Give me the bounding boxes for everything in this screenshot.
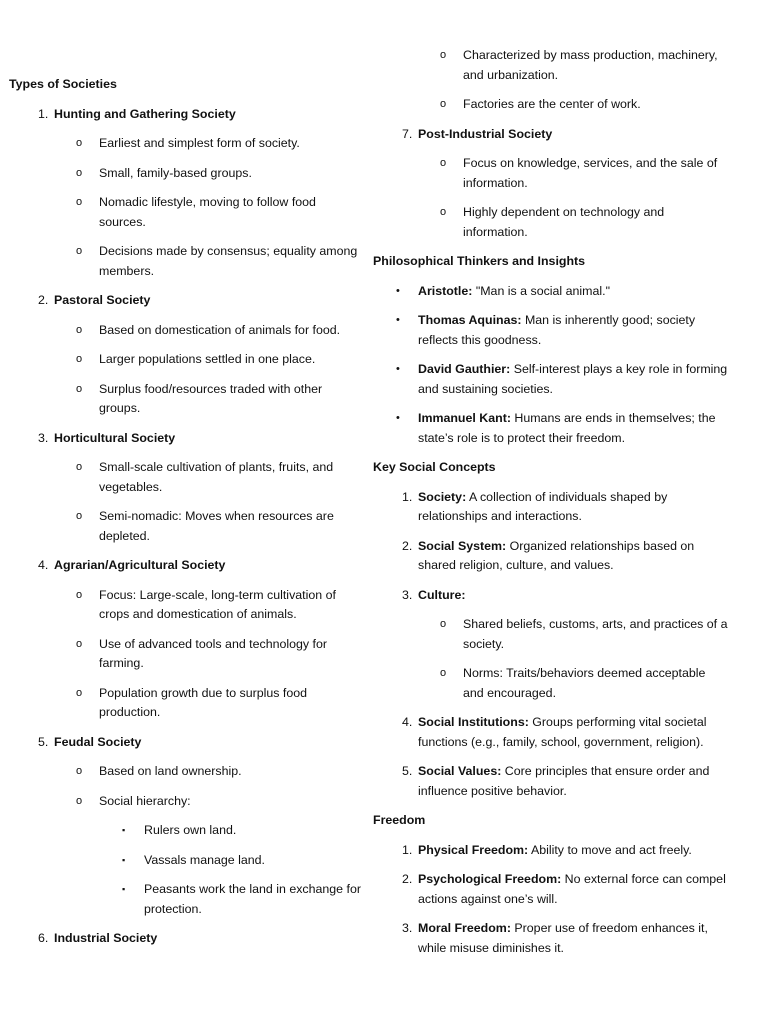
- society-item: [9, 291, 361, 311]
- thinker-name: Immanuel Kant:: [418, 411, 511, 425]
- list-item: o Based on land ownership.: [9, 762, 361, 782]
- sub-bullet: o: [76, 353, 83, 365]
- list-number: 3.: [402, 921, 413, 935]
- bullet: •: [396, 363, 400, 375]
- list-item: o Use of advanced tools and technology for farming.: [9, 635, 361, 674]
- sub-bullet: o: [76, 382, 83, 395]
- list-item: o Small, family-based groups.: [9, 164, 361, 184]
- sub-bullet: o: [440, 667, 447, 679]
- list-item: o Decisions made by consensus; equality among members.: [9, 242, 361, 281]
- list-item: ▪ Rulers own land.: [9, 821, 361, 841]
- list-number: 2.: [402, 872, 413, 886]
- sub-bullet: o: [76, 510, 83, 522]
- list-number: 2.: [402, 538, 413, 553]
- list-item: o Semi-nomadic: Moves when resources are depleted.: [9, 507, 361, 546]
- freedom-definition: Proper use of freedom enhances it, while misuse diminishes it.: [418, 921, 708, 955]
- list-number: 5.: [402, 764, 413, 778]
- list-number: 1.: [402, 842, 413, 857]
- list-item: ▪ Peasants work the land in exchange for protection.: [9, 880, 361, 919]
- concept-term: Social System:: [418, 538, 507, 553]
- left-column: [9, 75, 361, 959]
- concept-definition: Groups performing vital societal functions (e.g., family, school, government, religion).: [418, 715, 707, 749]
- concept-term: Social Values:: [418, 764, 502, 778]
- list-item: o Focus: Large-scale, long-term cultivation of crops and domestication of animals.: [9, 586, 361, 625]
- sub-bullet: o: [440, 618, 447, 630]
- concept-term: Culture:: [418, 587, 466, 602]
- list-number: 1.: [402, 489, 413, 504]
- thinker-name: Aristotle:: [418, 283, 473, 298]
- bullet: •: [396, 314, 400, 326]
- concepts-heading: Key Social Concepts: [373, 460, 496, 474]
- society-item: [9, 429, 361, 449]
- freedom-definition: Ability to move and act freely.: [528, 842, 692, 857]
- society-name: Agrarian/Agricultural Society: [54, 558, 226, 572]
- sub-bullet: o: [440, 49, 447, 61]
- list-item: o Small-scale cultivation of plants, fruits, and vegetables.: [9, 458, 361, 497]
- bullet: •: [396, 284, 400, 297]
- society-name: Industrial Society: [54, 931, 158, 945]
- sub-bullet: o: [76, 323, 83, 336]
- society-item: [9, 733, 361, 753]
- sub-bullet: o: [76, 765, 83, 777]
- sub-bullet: o: [76, 461, 83, 473]
- thinker-name: David Gauthier:: [418, 362, 511, 376]
- list-item: o Factories are the center of work.: [373, 95, 729, 115]
- concept-item: [373, 713, 729, 752]
- sub-bullet: o: [76, 588, 83, 601]
- society-item: [373, 125, 729, 145]
- list-item: o Social hierarchy:: [9, 792, 361, 812]
- sub-bullet: o: [440, 157, 447, 169]
- society-name: Hunting and Gathering Society: [54, 106, 236, 121]
- list-item: o Nomadic lifestyle, moving to follow food sources.: [9, 193, 361, 232]
- thinkers-heading: Philosophical Thinkers and Insights: [373, 254, 586, 268]
- society-item: [9, 929, 361, 949]
- thinker-item: [373, 311, 729, 350]
- sub-bullet: o: [76, 137, 83, 149]
- freedom-term: Psychological Freedom:: [418, 872, 562, 886]
- thinker-item: [373, 282, 729, 302]
- right-column: [373, 46, 729, 968]
- list-item: o Larger populations settled in one place.: [9, 350, 361, 370]
- sub-bullet: o: [76, 637, 83, 650]
- society-item: [9, 556, 361, 576]
- concept-item: [373, 537, 729, 576]
- sub-bullet: o: [76, 196, 83, 208]
- thinker-insight: Humans are ends in themselves; the state’s role is to protect their freedom.: [418, 411, 716, 445]
- freedom-term: Physical Freedom:: [418, 842, 529, 857]
- freedom-item: [373, 919, 729, 958]
- freedom-heading: Freedom: [373, 813, 426, 827]
- list-number: 7.: [402, 126, 413, 141]
- bullet: •: [396, 412, 400, 424]
- concept-term: Society:: [418, 489, 467, 504]
- list-number: 5.: [38, 734, 49, 749]
- list-number: 4.: [38, 558, 49, 572]
- concept-definition: Core principles that ensure order and influence positive behavior.: [418, 764, 710, 798]
- sub-bullet: o: [76, 245, 83, 257]
- list-item: o Focus on knowledge, services, and the sale of information.: [373, 154, 729, 193]
- list-number: 6.: [38, 931, 49, 945]
- freedom-item: [373, 841, 729, 861]
- sub-bullet: o: [76, 166, 83, 179]
- freedom-term: Moral Freedom:: [418, 921, 511, 935]
- concept-item: [373, 762, 729, 801]
- thinker-insight: Man is inherently good; society reflects this goodness.: [418, 313, 696, 347]
- concept-item: [373, 586, 729, 606]
- thinker-insight: Self-interest plays a key role in forming and sustaining societies.: [418, 362, 728, 396]
- society-name: Pastoral Society: [54, 293, 151, 307]
- society-item: [9, 105, 361, 125]
- list-item: ▪ Vassals manage land.: [9, 851, 361, 871]
- square-bullet: ▪: [122, 825, 126, 835]
- freedom-definition: No external force can compel actions against one’s will.: [418, 872, 726, 906]
- list-number: 4.: [402, 715, 413, 729]
- thinker-item: [373, 409, 729, 448]
- freedom-item: [373, 870, 729, 909]
- concept-definition: A collection of individuals shaped by relationships and interactions.: [418, 489, 668, 523]
- thinker-name: Thomas Aquinas:: [418, 313, 522, 327]
- list-item: o Shared beliefs, customs, arts, and practices of a society.: [373, 615, 729, 654]
- list-item: o Based on domestication of animals for food.: [9, 321, 361, 341]
- sub-bullet: o: [440, 206, 447, 218]
- society-name: Horticultural Society: [54, 430, 176, 445]
- list-item: o Norms: Traits/behaviors deemed acceptable and encouraged.: [373, 664, 729, 703]
- list-item: o Earliest and simplest form of society.: [9, 134, 361, 154]
- square-bullet: ▪: [122, 884, 126, 894]
- thinker-insight: "Man is a social animal.": [472, 283, 610, 298]
- list-item: o Population growth due to surplus food production.: [9, 684, 361, 723]
- society-name: Post-Industrial Society: [418, 126, 553, 141]
- sub-bullet: o: [440, 98, 447, 110]
- sub-bullet: o: [76, 794, 83, 807]
- list-number: 3.: [38, 430, 49, 445]
- sub-bullet: o: [76, 686, 83, 699]
- concept-definition: Organized relationships based on shared religion, culture, and values.: [418, 538, 695, 572]
- list-number: 1.: [38, 106, 49, 121]
- list-item: o Characterized by mass production, machinery, and urbanization.: [373, 46, 729, 85]
- concept-item: [373, 488, 729, 527]
- square-bullet: ▪: [122, 854, 126, 865]
- list-item: o Highly dependent on technology and information.: [373, 203, 729, 242]
- list-number: 3.: [402, 587, 413, 602]
- types-of-societies-heading: Types of Societies: [9, 77, 117, 91]
- list-number: 2.: [38, 293, 49, 307]
- concept-term: Social Institutions:: [418, 715, 529, 729]
- society-name: Feudal Society: [54, 734, 142, 749]
- thinker-item: [373, 360, 729, 399]
- list-item: o Surplus food/resources traded with other groups.: [9, 380, 361, 419]
